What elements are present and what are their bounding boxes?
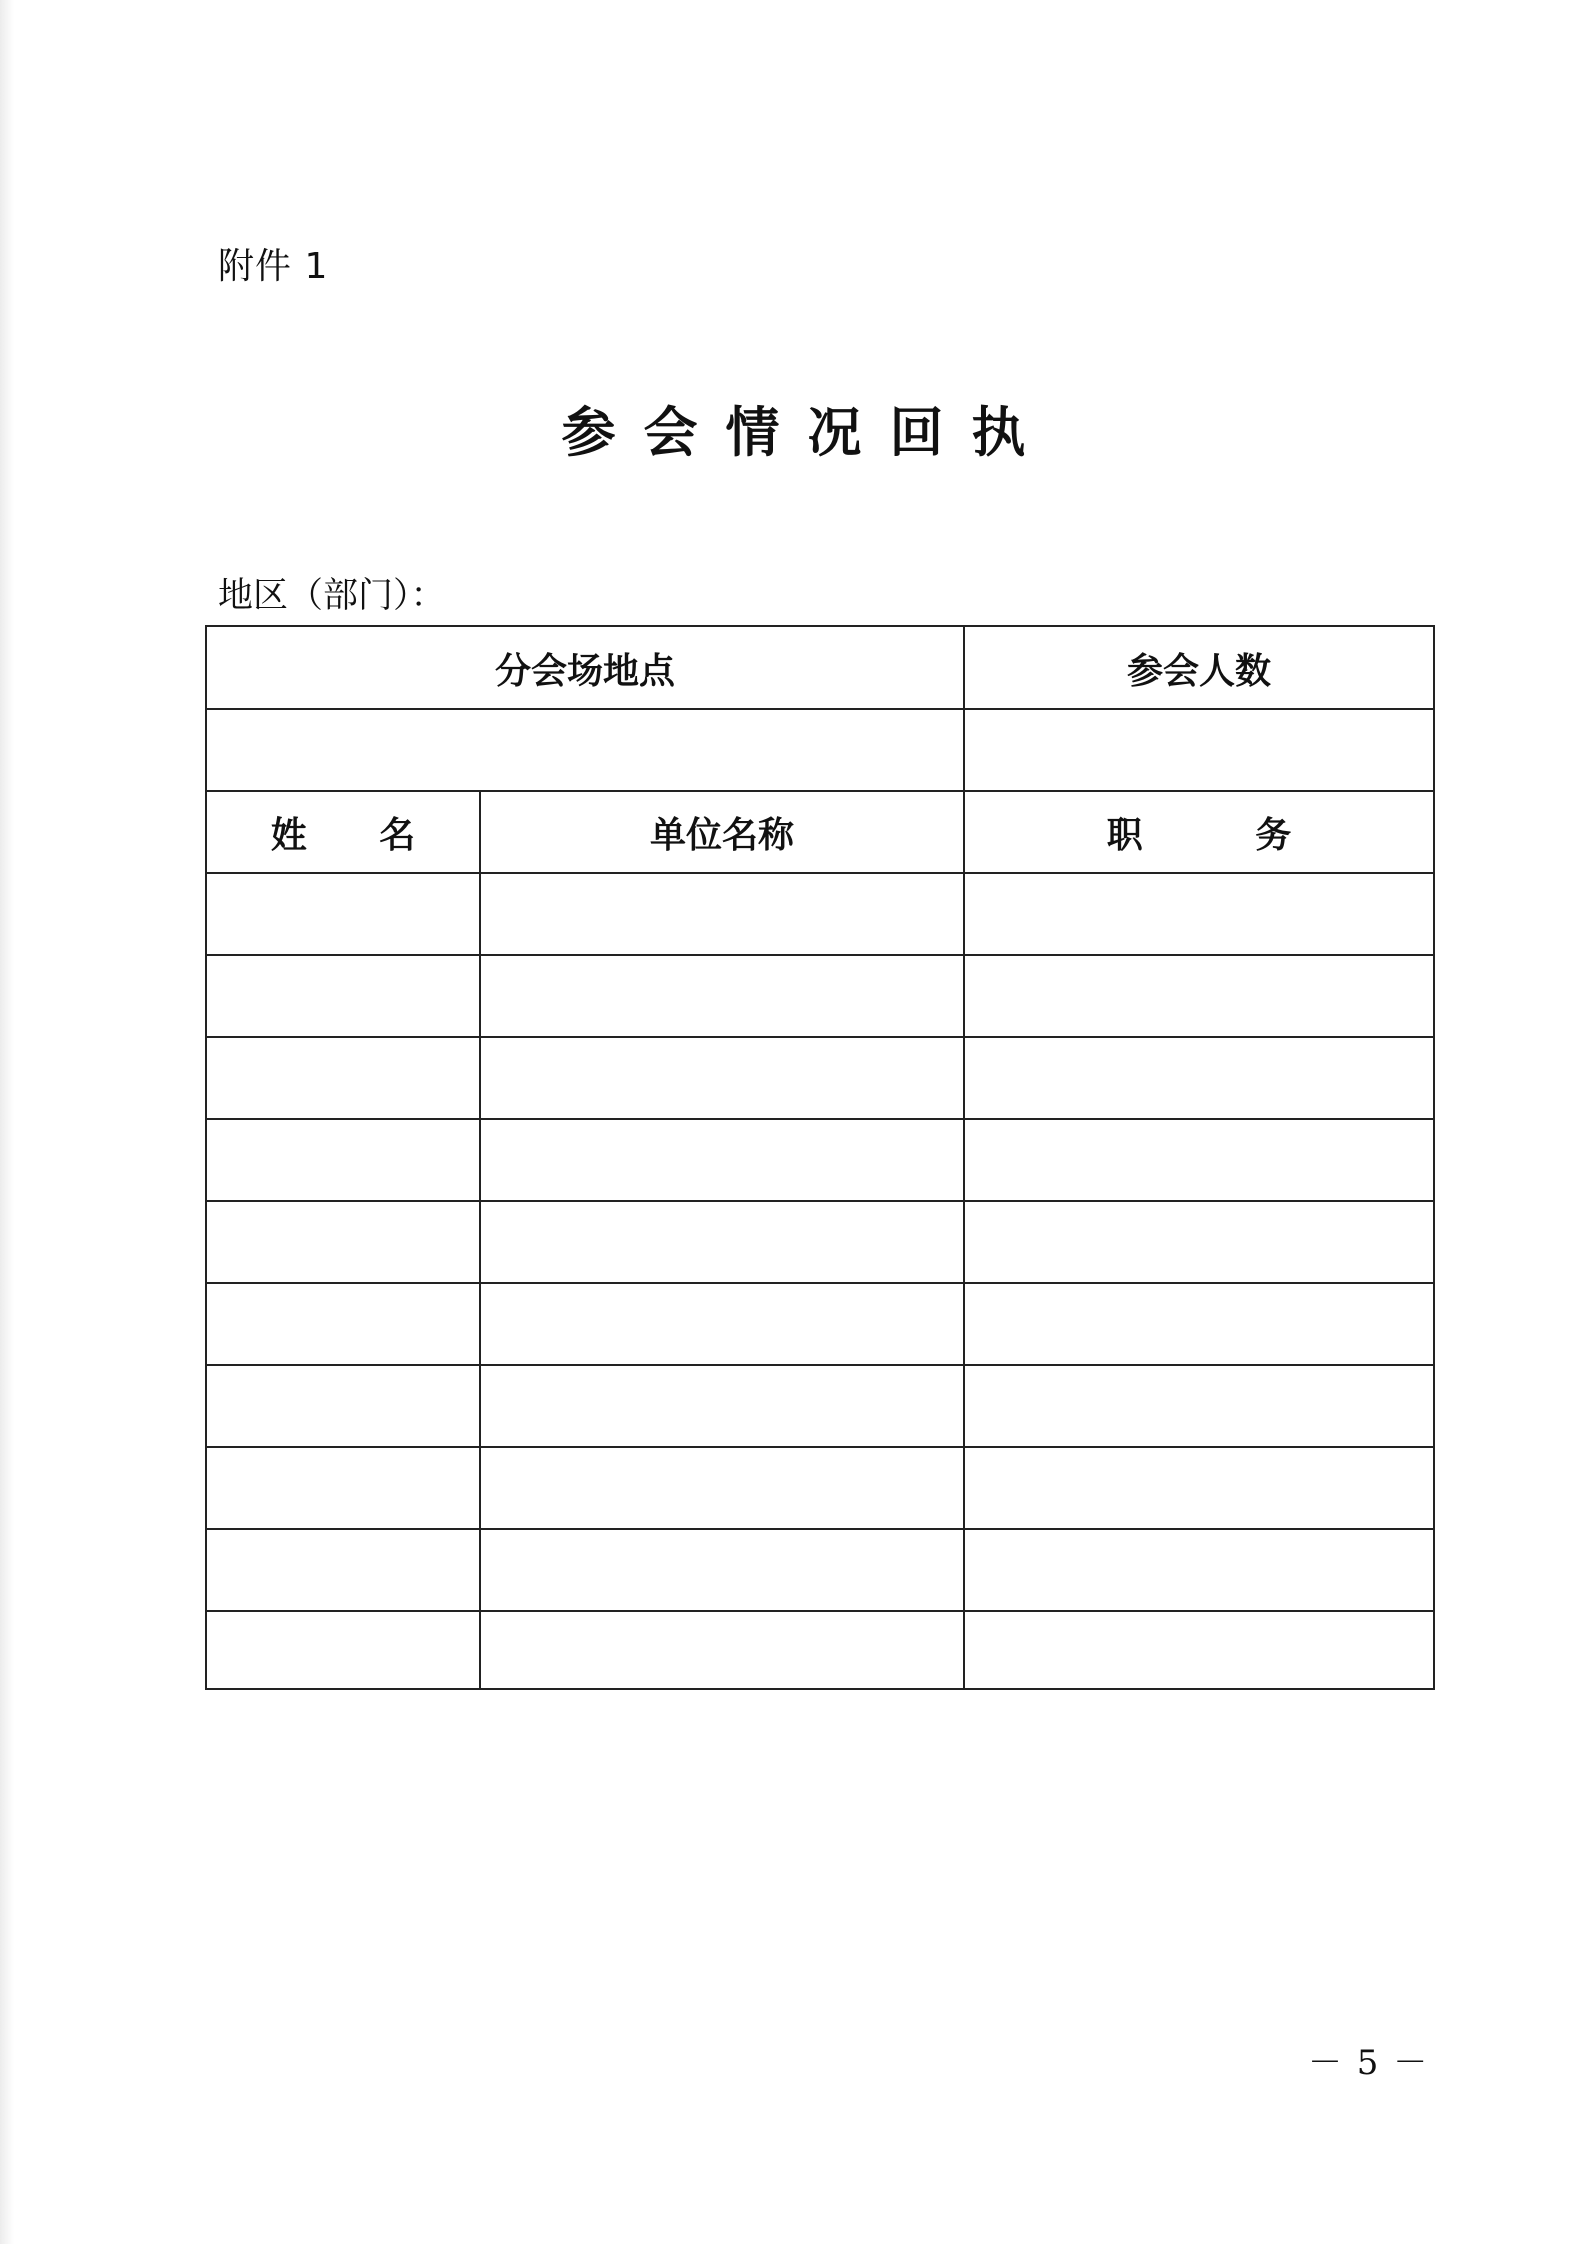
- participant-name-cell[interactable]: [207, 1612, 479, 1688]
- scan-edge-shadow: [0, 0, 14, 2244]
- participant-position-cell[interactable]: [965, 1612, 1433, 1688]
- participant-unit-cell[interactable]: [481, 956, 963, 1036]
- participant-name-cell[interactable]: [207, 1120, 479, 1200]
- participant-name-cell[interactable]: [207, 1366, 479, 1446]
- venue-header-label: 分会场地点: [494, 649, 675, 692]
- name-header: [207, 792, 479, 872]
- participant-name-cell[interactable]: [207, 1284, 479, 1364]
- participant-position-cell[interactable]: [965, 1530, 1433, 1610]
- participant-name-cell[interactable]: [207, 1202, 479, 1282]
- venue-header: [207, 627, 963, 709]
- participant-unit-cell[interactable]: [481, 1366, 963, 1446]
- attendees-header-label: 参会人数: [1126, 649, 1271, 692]
- participant-name-cell[interactable]: [207, 1530, 479, 1610]
- participant-unit-cell[interactable]: [481, 1284, 963, 1364]
- position-header-label: 职 务: [1106, 813, 1342, 856]
- page-number: － 5 －: [1308, 2043, 1430, 2083]
- participant-unit-cell[interactable]: [481, 1202, 963, 1282]
- participant-unit-cell[interactable]: [481, 1448, 963, 1528]
- participant-position-cell[interactable]: [965, 1284, 1433, 1364]
- position-header: [965, 792, 1433, 872]
- participant-name-cell[interactable]: [207, 1038, 479, 1118]
- participant-unit-cell[interactable]: [481, 1612, 963, 1688]
- reply-form-table: [205, 625, 1435, 1690]
- participant-unit-cell[interactable]: [481, 1120, 963, 1200]
- participant-position-cell[interactable]: [965, 1038, 1433, 1118]
- participant-position-cell[interactable]: [965, 1366, 1433, 1446]
- participant-position-cell[interactable]: [965, 956, 1433, 1036]
- page-title: 参会情况回执: [561, 400, 1054, 464]
- attachment-label: 附件 1: [218, 246, 329, 287]
- unit-header-label: 单位名称: [649, 813, 794, 856]
- participant-name-cell[interactable]: [207, 874, 479, 954]
- participant-position-cell[interactable]: [965, 1202, 1433, 1282]
- venue-input-cell[interactable]: [207, 710, 963, 790]
- participant-unit-cell[interactable]: [481, 1038, 963, 1118]
- participant-position-cell[interactable]: [965, 874, 1433, 954]
- participant-position-cell[interactable]: [965, 1120, 1433, 1200]
- participant-name-cell[interactable]: [207, 956, 479, 1036]
- attendees-input-cell[interactable]: [965, 710, 1433, 790]
- name-header-label: 姓 名: [270, 813, 446, 856]
- participant-unit-cell[interactable]: [481, 874, 963, 954]
- participant-name-cell[interactable]: [207, 1448, 479, 1528]
- region-label: 地区（部门）：: [218, 576, 446, 616]
- unit-header: [481, 792, 963, 872]
- participant-position-cell[interactable]: [965, 1448, 1433, 1528]
- participant-unit-cell[interactable]: [481, 1530, 963, 1610]
- attendees-header: [965, 627, 1433, 709]
